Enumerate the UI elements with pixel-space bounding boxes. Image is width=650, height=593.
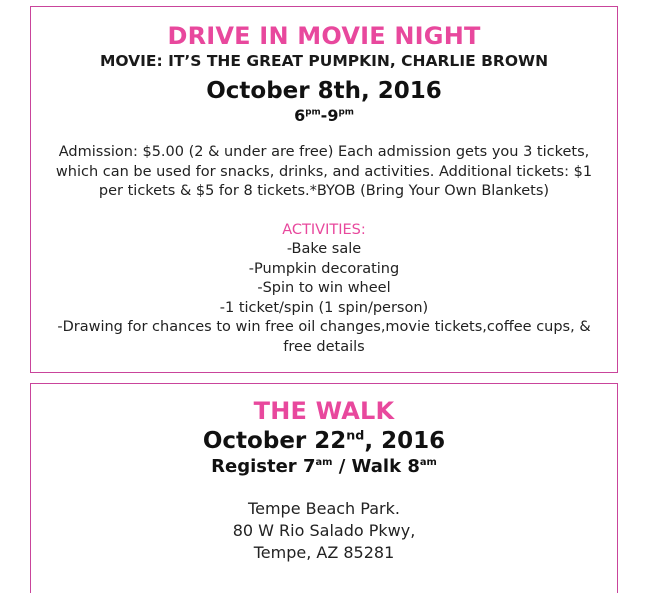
activity-item: -Pumpkin decorating (248, 260, 400, 277)
activity-item: -Spin to win wheel (257, 280, 391, 296)
walk-suffix: am (419, 457, 437, 468)
address-line: 80 W Rio Salado Pkwy, (232, 521, 416, 540)
event-card-movie-night (30, 6, 618, 373)
event-address (31, 498, 617, 564)
activities-list (31, 240, 617, 357)
activity-item: -Drawing for chances to win free oil changes,movie tickets,coffee cups, & free details (57, 319, 591, 355)
register-times (31, 456, 617, 478)
date-year: , 2016 (364, 428, 446, 454)
date-suffix: nd (346, 427, 365, 443)
activity-item: -1 ticket/spin (1 spin/person) (219, 299, 429, 316)
movie-name: MOVIE: IT’S THE GREAT PUMPKIN, CHARLIE BROWN (99, 52, 549, 70)
start-suffix: pm (305, 107, 321, 118)
event-date (31, 427, 617, 456)
activity-item: -Bake sale (286, 241, 362, 257)
activities-heading: ACTIVITIES: (282, 221, 366, 238)
event-date: October 8th, 2016 (206, 78, 442, 104)
event-card-the-walk (30, 383, 618, 593)
date-prefix: October 22 (202, 428, 347, 454)
admission-info: Admission: $5.00 (2 & under are free) Each admission gets you 3 tickets, which can be used for snacks, drinks, and activities. Additional tickets: $1 per tickets & $5 for 8 tickets.*BYOB (Bring Your Own Blankets) (55, 144, 593, 199)
register-label: Register 7 (211, 456, 316, 477)
walk-label: / Walk 8 (332, 456, 420, 477)
end-hour: 9 (327, 106, 339, 125)
event-time (31, 106, 617, 126)
address-line: Tempe, AZ 85281 (253, 543, 395, 562)
register-suffix: am (315, 457, 333, 468)
event-title: THE WALK (253, 397, 395, 425)
start-hour: 6 (294, 106, 306, 125)
end-suffix: pm (338, 107, 354, 118)
time-separator: - (320, 106, 328, 125)
address-line: Tempe Beach Park. (248, 499, 400, 518)
event-title: DRIVE IN MOVIE NIGHT (167, 22, 481, 50)
